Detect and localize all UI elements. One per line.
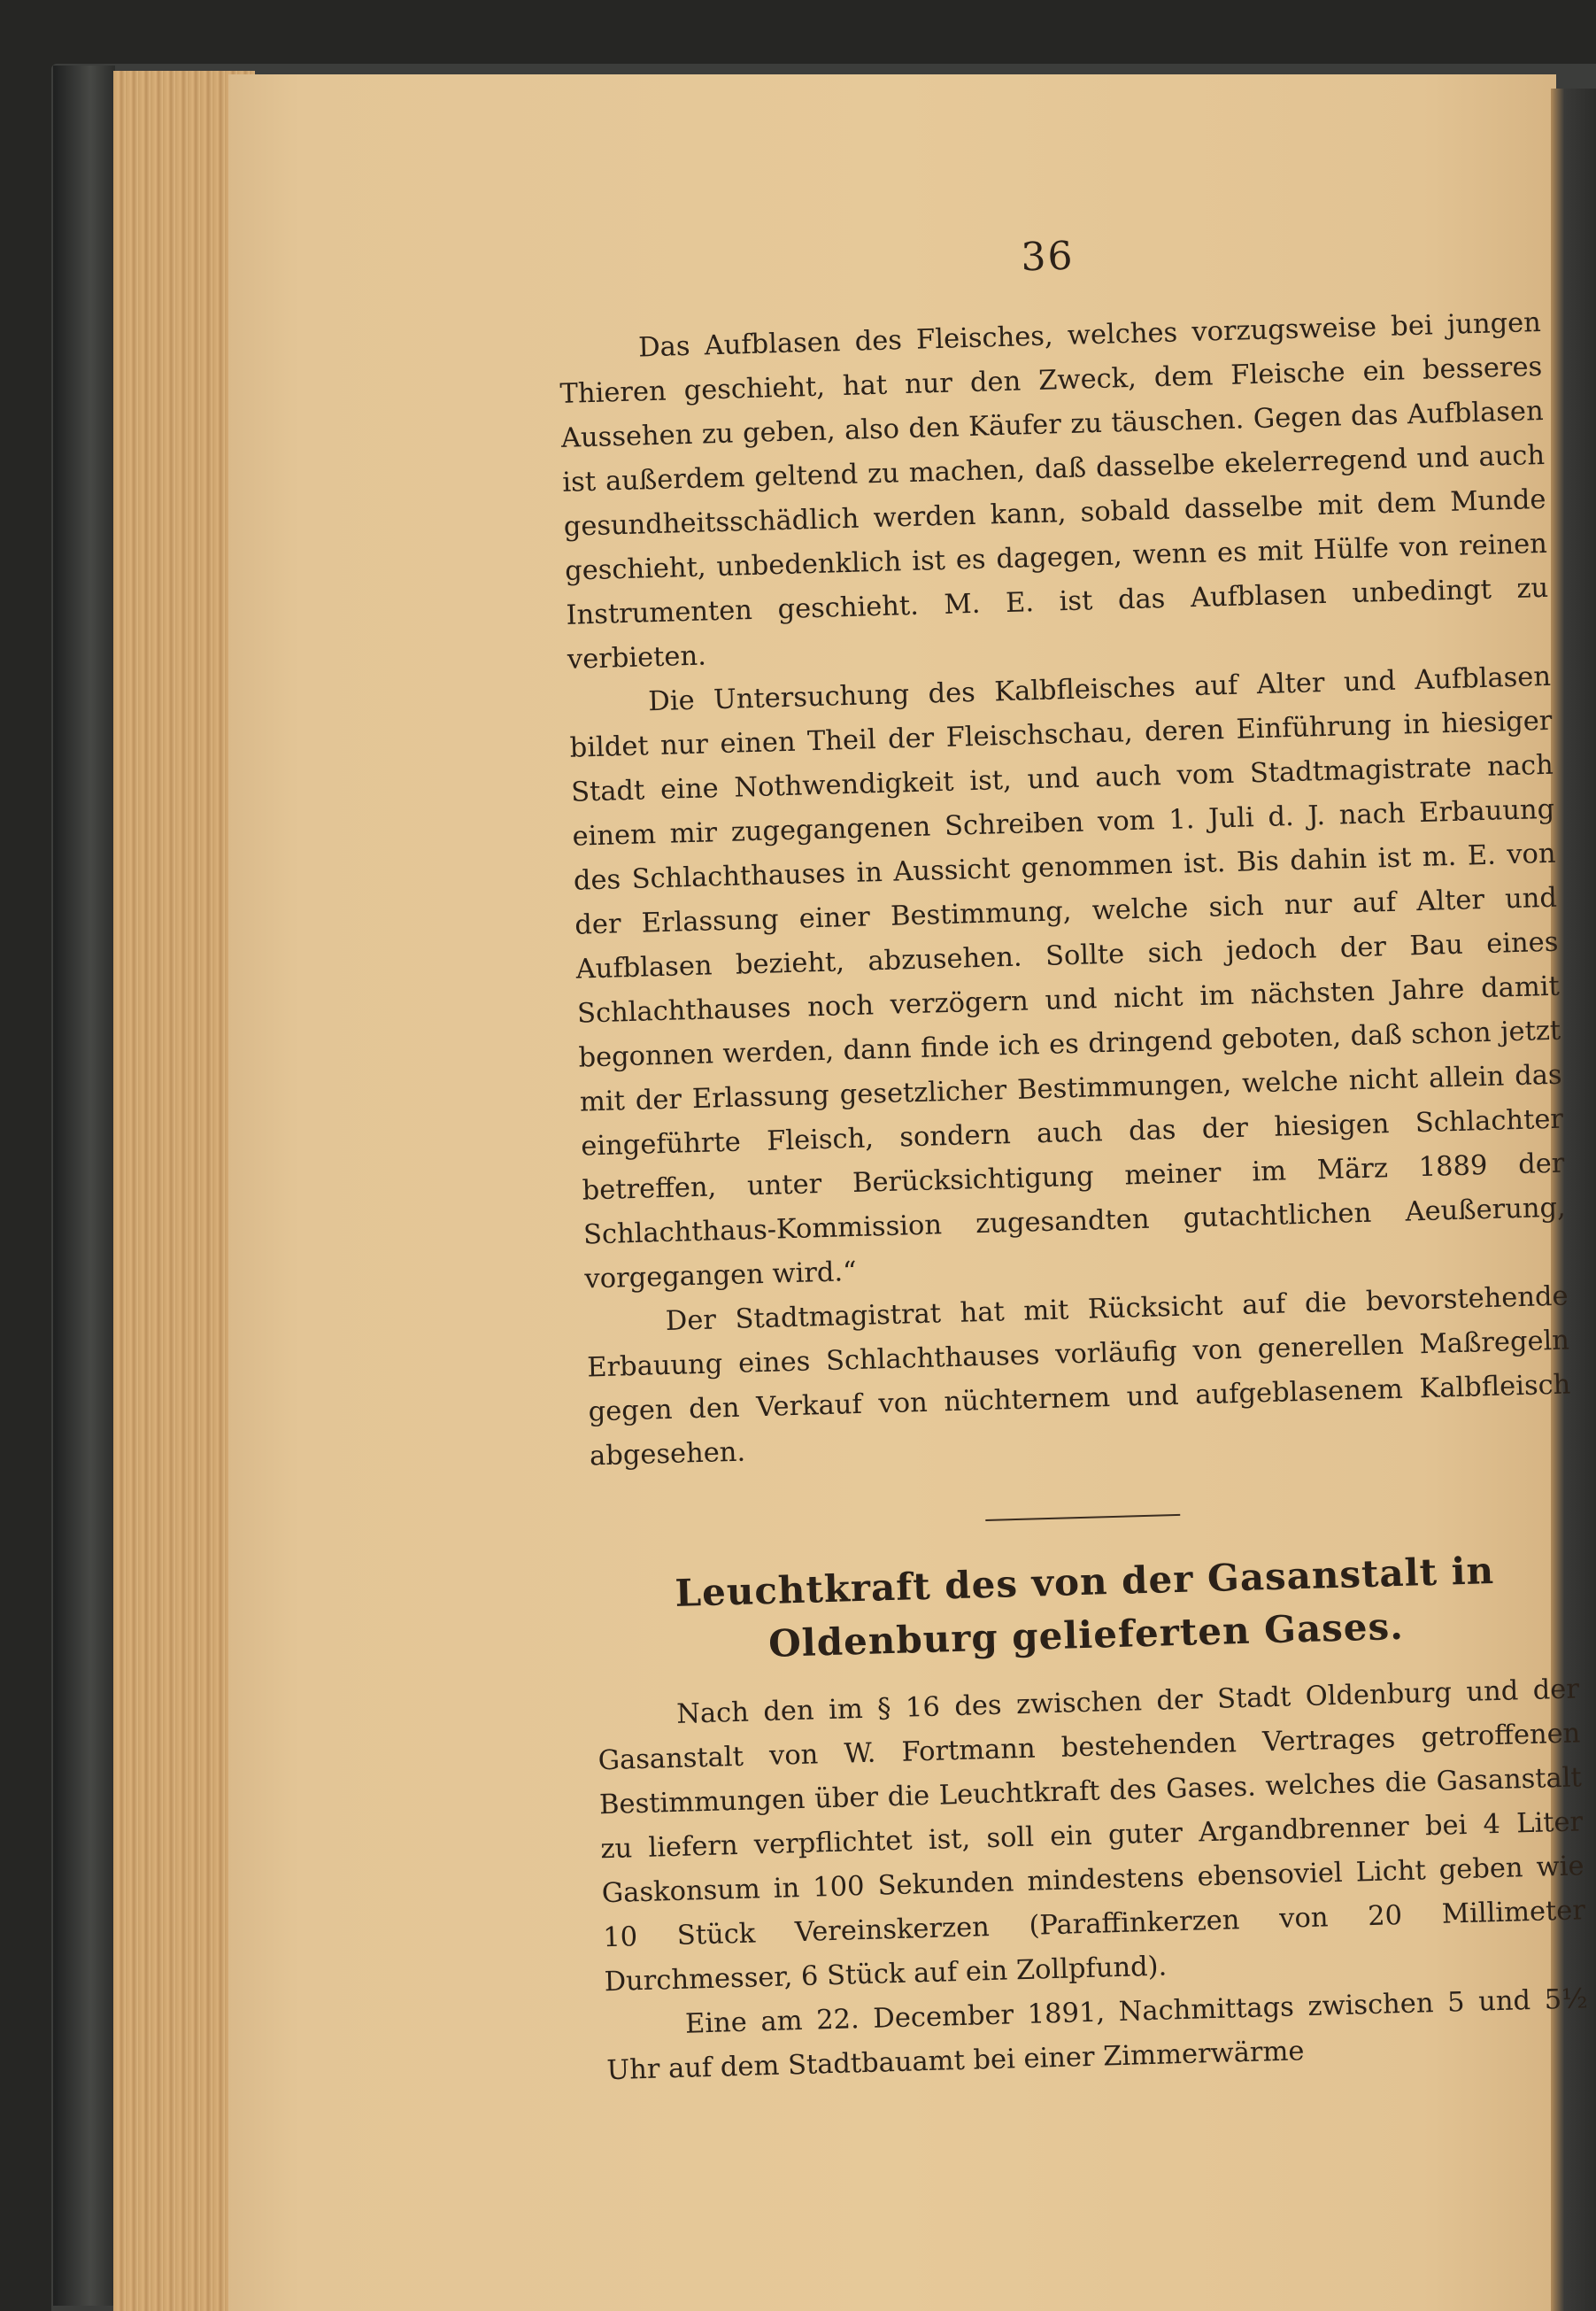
paragraph: Eine am 22. December 1891, Nachmittags zwischen 5 und 5½ Uhr auf dem Stadtbauamt bei einer Zimmerwärme: [606, 1983, 1589, 2087]
page-number: 36: [1020, 233, 1076, 281]
paragraph: Die Untersuchung des Kalbfleisches auf Alter und Aufblasen bildet nur einen Theil der Fleischschau, deren Einführung in hiesiger Stadt eine Nothwendigkeit ist, und auch vom Stadtmagistrate nach einem mir zugegangenen Schreiben vom 1. Juli d. J. nach Erbauung des Schlachthauses in Aussicht genommen ist. Bis dahin ist m. E. von der Erlassung einer Bestimmung, welche sich nur auf Alter und Aufblasen bezieht, abzusehen. Sollte sich jedoch der Bau eines Schlachthauses noch verzögern und nicht im nächsten Jahre damit begonnen werden, dann finde ich es dringend geboten, daß schon jetzt mit der Erlassung gesetzlicher Bestimmungen, welche nicht allein das eingeführte Fleisch, sondern auch das der hiesigen Schlachter betreffen, unter Berücksichtigung meiner im März 1889 der Schlachthaus-Kommission zugesandten gutachtlichen Aeußerung, vorgegangen wird.“: [569, 661, 1567, 1295]
section-divider: [985, 1514, 1180, 1521]
paragraph: Das Aufblasen des Fleisches, welches vorzugsweise bei jungen Thieren geschieht, hat nur den Zweck, dem Fleische ein besseres Aussehen zu geben, also den Käufer zu täuschen. Gegen das Aufblasen ist außerdem geltend zu machen, daß dasselbe ekelerregend und auch gesundheitsschädlich werden kann, sobald dasselbe mit dem Munde geschieht, unbedenklich ist es dagegen, wenn es mit Hülfe von reinen Instrumenten geschieht. M. E. ist das Aufblasen unbedingt zu verbieten.: [559, 306, 1549, 676]
page-content: [556, 220, 1590, 2093]
section-heading: Leuchtkraft des von der Gasanstalt in Oldenburg gelieferten Gases.: [674, 1548, 1495, 1666]
book-spine-edge: [53, 66, 115, 2306]
paragraph: Der Stadtmagistrat hat mit Rücksicht auf die bevorstehende Erbauung eines Schlachthauses vorläufig von generellen Maßregeln gegen den Verkauf von nüchternem und aufgeblasenem Kalbfleisch abgesehen.: [586, 1280, 1571, 1472]
paragraph: Nach den im § 16 des zwischen der Stadt Oldenburg und der Gasanstalt von W. Fortmann bestehenden Vertrages getroffenen Bestimmungen über die Leuchtkraft des Gases. welches die Gasanstalt zu liefern verpflichtet ist, soll ein guter Argandbrenner bei 4 Liter Gaskonsum in 100 Sekunden mindestens ebensoviel Licht geben wie 10 Stück Vereinskerzen (Paraffinkerzen von 20 Millimeter Durchmesser, 6 Stück auf ein Zollpfund).: [598, 1673, 1586, 1998]
